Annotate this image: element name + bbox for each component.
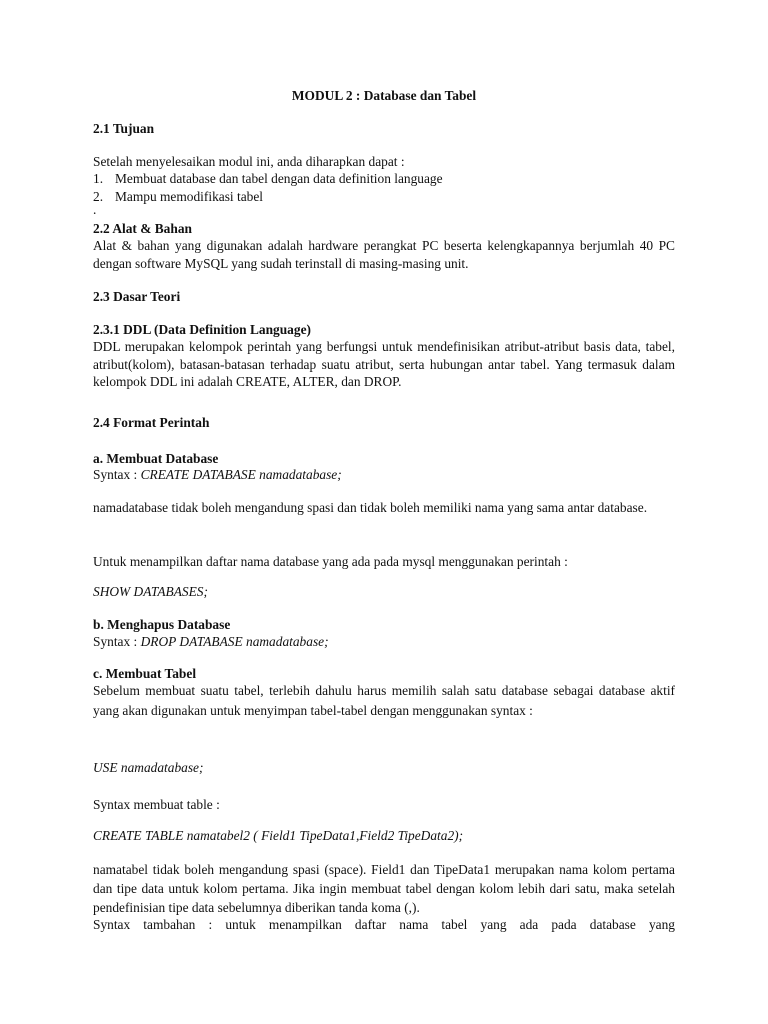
use-database-code: USE namadatabase;	[93, 760, 204, 775]
create-table-code: CREATE TABLE namatabel2 ( Field1 TipeData1,Field2 TipeData2);	[93, 828, 464, 843]
heading-2-2: 2.2 Alat & Bahan	[93, 221, 192, 236]
code-text: CREATE DATABASE namadatabase;	[140, 467, 342, 482]
extra-syntax-line: Syntax tambahan : untuk menampilkan daftar nama tabel yang ada pada database yang	[93, 917, 675, 932]
document-title: MODUL 2 : Database dan Tabel	[291, 88, 477, 103]
heading-2-1: 2.1 Tujuan	[93, 121, 155, 136]
code-text: DROP DATABASE namadatabase;	[140, 634, 329, 649]
show-databases-text: Untuk menampilkan daftar nama database yang ada pada mysql menggunakan perintah :	[93, 554, 568, 569]
table-name-note: namatabel tidak boleh mengandung spasi (space). Field1 dan TipeData1 merupakan nama kolom pertama dan tipe data untuk kolom pertama. Jika ingin membuat tabel dengan kolom lebih dari satu, maka setelah pendefinisian tipe data sebelumnya diberikan tanda koma (,).	[93, 862, 675, 915]
heading-2-3-1: 2.3.1 DDL (Data Definition Language)	[93, 322, 311, 337]
objective-intro: Setelah menyelesaikan modul ini, anda diharapkan dapat :	[93, 154, 405, 169]
create-database-syntax: Syntax : CREATE DATABASE namadatabase;	[93, 467, 342, 482]
heading-drop-database: b. Menghapus Database	[93, 617, 231, 632]
show-databases-code: SHOW DATABASES;	[93, 584, 208, 599]
heading-2-4: 2.4 Format Perintah	[93, 415, 210, 430]
drop-database-syntax: Syntax : DROP DATABASE namadatabase;	[93, 634, 329, 649]
objective-list	[93, 170, 675, 205]
heading-create-database: a. Membuat Database	[93, 451, 219, 466]
list-item: 1. Membuat database dan tabel dengan data definition language	[93, 171, 443, 186]
ddl-paragraph: DDL merupakan kelompok perintah yang berfungsi untuk mendefinisikan atribut-atribut basis data, tabel, atribut(kolom), batasan-batasan terhadap suatu atribut, serta hubungan antar tabel. Yang termasuk dalam kelompok DDL ini adalah CREATE, ALTER, dan DROP.	[93, 339, 675, 390]
heading-create-table: c. Membuat Tabel	[93, 666, 197, 681]
heading-2-3: 2.3 Dasar Teori	[93, 289, 181, 304]
create-table-paragraph: Sebelum membuat suatu tabel, terlebih dahulu harus memilih salah satu database sebagai database aktif yang akan digunakan untuk menyimpan tabel-tabel dengan menggunakan syntax :	[93, 683, 675, 718]
create-table-syntax-label: Syntax membuat table :	[93, 797, 220, 812]
tools-paragraph: Alat & bahan yang digunakan adalah hardware perangkat PC beserta kelengkapannya berjumlah 40 PC dengan software MySQL yang sudah terinstall di masing-masing unit.	[93, 238, 675, 271]
list-item: 2. Mampu memodifikasi tabel	[93, 188, 264, 204]
stray-dot: .	[93, 202, 97, 217]
database-name-note: namadatabase tidak boleh mengandung spasi dan tidak boleh memiliki nama yang sama antar database.	[93, 500, 648, 515]
